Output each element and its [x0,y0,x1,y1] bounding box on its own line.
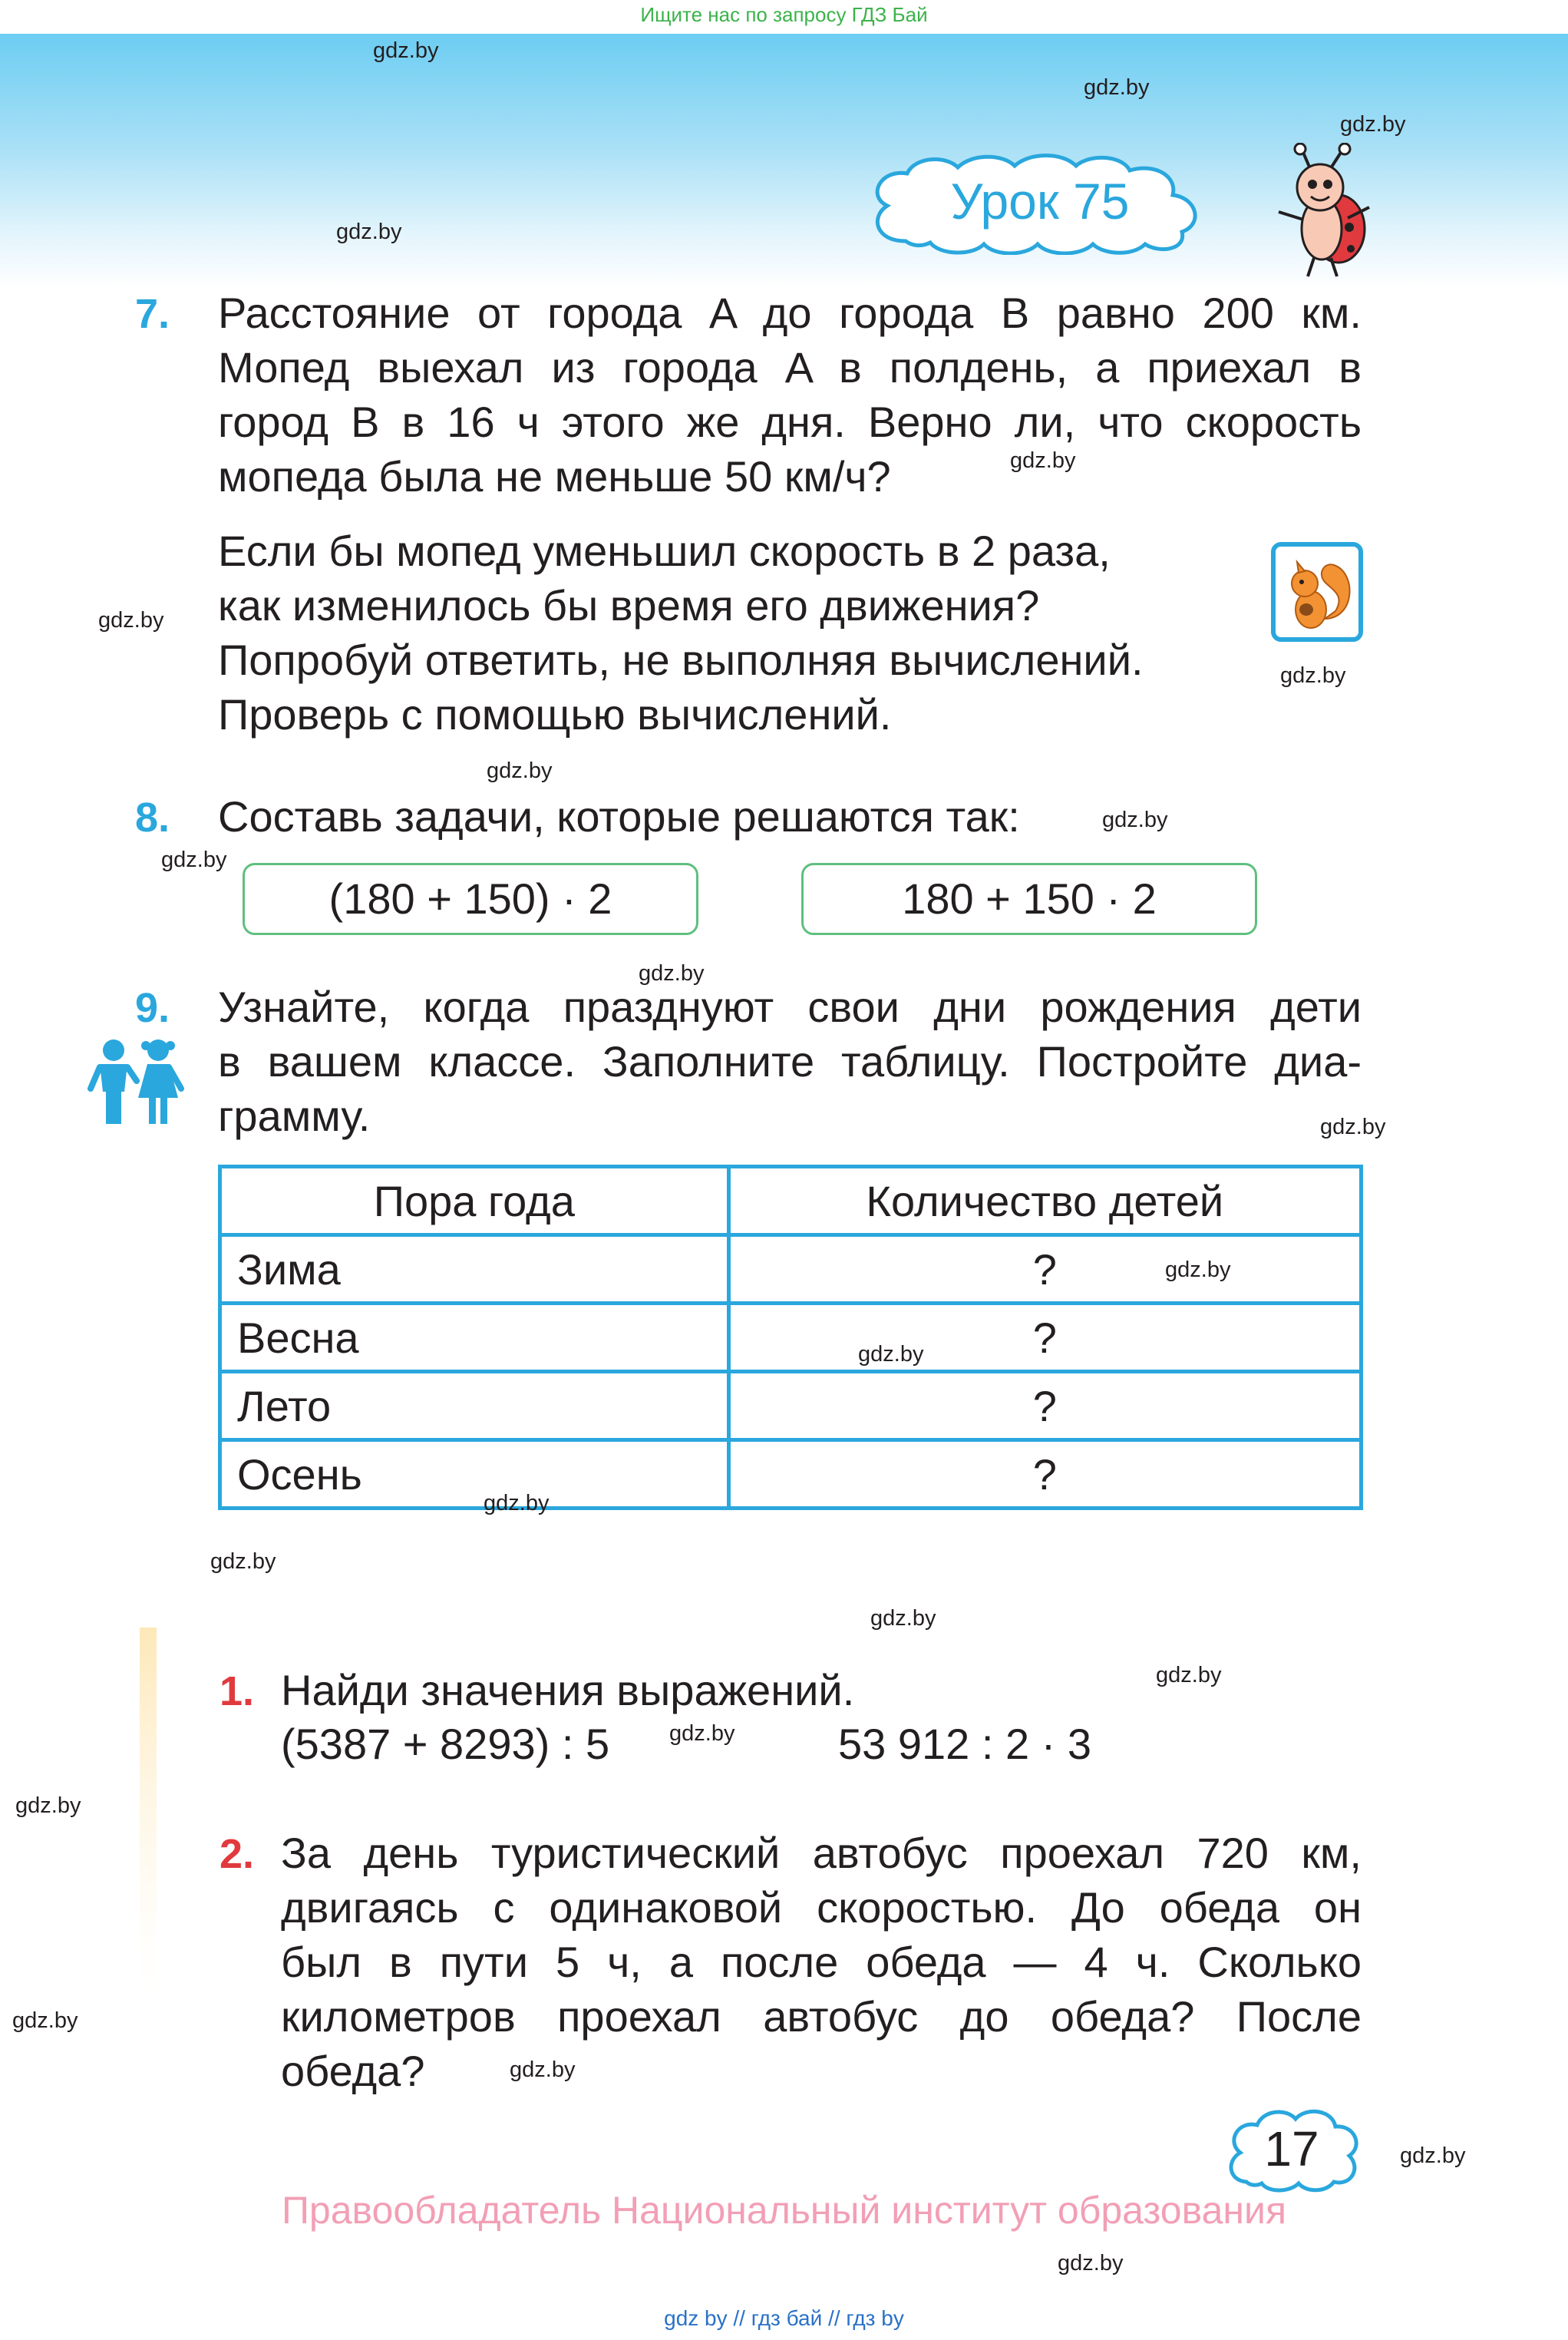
watermark: gdz.by [858,1342,924,1367]
task-8-number: 8. [135,795,170,841]
expression-box-2: 180 + 150 · 2 [801,863,1257,935]
watermark: gdz.by [15,1793,81,1818]
lesson-badge [860,150,1220,255]
extra-task-2-line: За день туристический автобус проехал 720 км, [281,1829,1362,1877]
table-header-cell: Пора года [220,1167,729,1235]
extra-task-1-text [281,1663,1202,1717]
watermark: gdz.by [1156,1663,1222,1687]
watermark: gdz.by [870,1606,936,1631]
table-row [220,1440,1362,1509]
task-9-line: в вашем классе. Заполните таблицу. Постройте диа- [218,1037,1362,1086]
watermark: gdz.by [1084,75,1150,100]
task-7-line: мопеда была не меньше 50 км/ч? [218,452,891,501]
extra-task-2-line: двигаясь с одинаковой скоростью. До обеда он [281,1883,1362,1932]
extra-task-2-line: километров проехал автобус до обеда? После [281,1992,1362,2041]
watermark: gdz.by [1340,112,1406,137]
watermark: gdz.by [1010,448,1076,473]
birthday-table [218,1165,1363,1510]
task-9-text [218,980,1362,1143]
watermark: gdz.by [1320,1115,1386,1139]
watermark: gdz.by [669,1721,735,1746]
task-8-text [218,789,1139,844]
watermark: gdz.by [1280,663,1346,688]
ladybug-icon [1274,143,1374,281]
task-7-extra-text [218,524,1246,742]
extra-task-1-line: Найди значения выражений. [281,1666,855,1714]
table-cell-season: Зима [220,1235,729,1304]
expression: (5387 + 8293) : 5 [281,1720,610,1768]
watermark: gdz.by [210,1549,276,1574]
watermark: gdz.by [336,220,402,244]
extra-task-1-number: 1. [220,1668,255,1714]
watermark: gdz.by [98,608,164,633]
extra-task-2-line: был в пути 5 ч, а после обеда — 4 ч. Сколько [281,1938,1362,1986]
watermark: gdz.by [639,961,705,986]
task-7-text [218,286,1362,504]
extra-task-2-number: 2. [220,1831,255,1877]
page-number: 17 [1264,2121,1319,2176]
expression: 53 912 : 2 · 3 [838,1720,1092,1768]
table-cell-count: ? [728,1235,1361,1304]
footer-links[interactable]: gdz by // гдз бай // гдз by [664,2306,904,2330]
table-cell-count: ? [728,1440,1361,1509]
task-9-line: Узнайте, когда празднуют свои дни рождения дети [218,983,1362,1031]
watermark: gdz.by [1102,808,1168,832]
table-cell-count: ? [728,1304,1361,1372]
extra-task-2-text [281,1826,1362,2098]
task-7-extra-line: Если бы мопед уменьшил скорость в 2 раза, [218,527,1111,575]
rights-holder-note: Правообладатель Национальный институт образования [281,2189,1287,2232]
table-cell-season: Весна [220,1304,729,1372]
watermark: gdz.by [12,2008,78,2033]
watermark: gdz.by [161,848,227,872]
watermark: gdz.by [1400,2143,1466,2168]
watermark: gdz.by [373,38,439,63]
watermark: gdz.by [510,2057,576,2082]
extra-task-1-expression-2 [838,1717,1299,1771]
table-cell-count: ? [728,1372,1361,1440]
task-7-extra-line: как изменилось бы время его движения? [218,581,1040,630]
task-7-line: город B в 16 ч этого же дня. Верно ли, что скорость [218,398,1362,446]
extra-task-2-line: обеда? [281,2047,425,2095]
watermark: gdz.by [1058,2251,1124,2276]
task-7-line: Расстояние от города A до города B равно 200 км. [218,289,1362,337]
watermark: gdz.by [1165,1258,1231,1282]
watermark: gdz.by [484,1491,550,1515]
squirrel-icon [1271,542,1363,642]
table-row [220,1304,1362,1372]
expression-box-1: (180 + 150) · 2 [243,863,698,935]
watermark: gdz.by [487,759,553,783]
table-header-cell: Количество детей [728,1167,1361,1235]
table-row [220,1372,1362,1440]
task-9-number: 9. [135,985,170,1031]
task-8-line: Составь задачи, которые решаются так: [218,792,1020,841]
task-7-number: 7. [135,291,170,337]
task-9-line: грамму. [218,1092,371,1140]
table-cell-season: Лето [220,1372,729,1440]
children-icon [86,1038,186,1127]
task-7-line: Мопед выехал из города A в полдень, а приехал в [218,343,1362,392]
lesson-title: Урок 75 [950,173,1130,230]
task-7-extra-line: Проверь с помощью вычислений. [218,690,892,739]
table-header-row [220,1167,1362,1235]
table-cell-season: Осень [220,1440,729,1509]
task-7-extra-line: Попробуй ответить, не выполняя вычислений. [218,636,1144,684]
top-note: Ищите нас по запросу ГДЗ Бай [640,3,928,26]
